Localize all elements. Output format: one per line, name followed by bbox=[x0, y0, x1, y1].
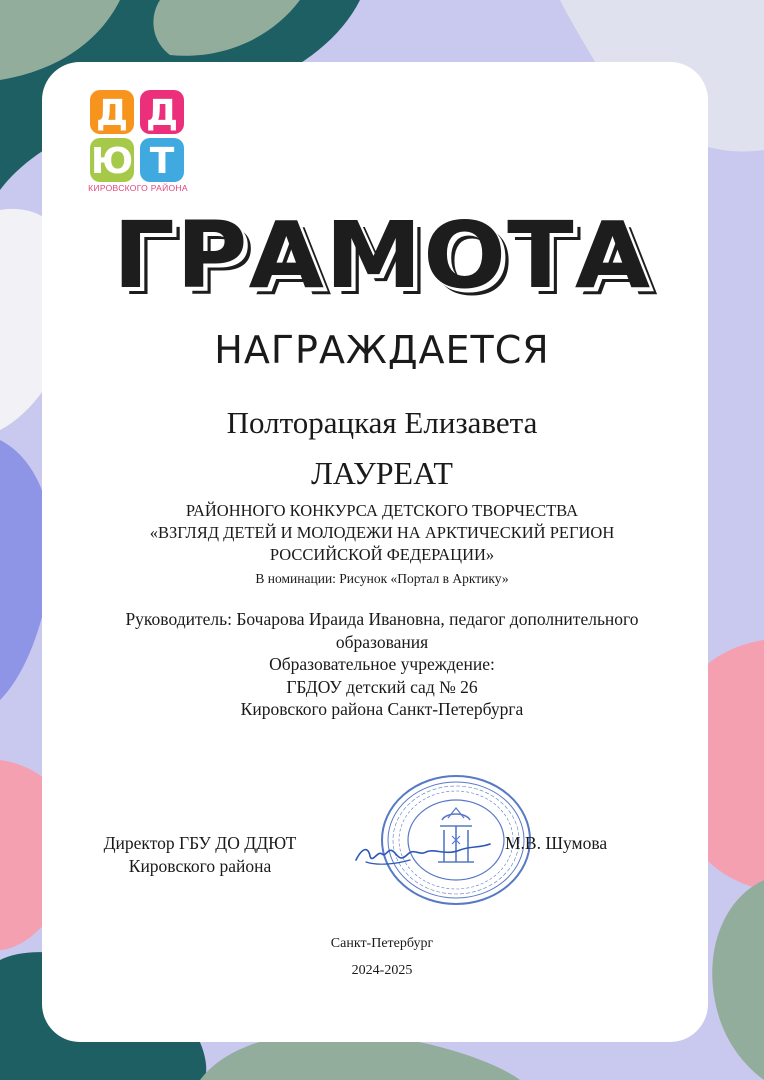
logo-letter-4: Т bbox=[149, 141, 175, 182]
contest-line-1: РАЙОННОГО КОНКУРСА ДЕТСКОГО ТВОРЧЕСТВА bbox=[185, 501, 579, 520]
certificate-title: ГРАМОТА bbox=[112, 202, 652, 309]
supervisor-block bbox=[70, 608, 694, 721]
contest-line-3: РОССИЙСКОЙ ФЕДЕРАЦИИ» bbox=[269, 545, 495, 564]
supervisor-line-2: образования bbox=[335, 631, 429, 652]
signatory-name: М.В. Шумова bbox=[505, 833, 608, 853]
supervisor-line-1: Руководитель: Бочарова Ираида Ивановна, педагог дополнительного bbox=[125, 609, 639, 629]
nomination: В номинации: Рисунок «Портал в Арктику» bbox=[255, 571, 509, 586]
academic-years: 2024-2025 bbox=[351, 963, 413, 978]
recipient-name: Полторацкая Елизавета bbox=[226, 405, 538, 440]
institution-district: Кировского района Санкт-Петербурга bbox=[240, 699, 524, 719]
city: Санкт-Петербург bbox=[330, 936, 434, 951]
logo-letter-2: Д bbox=[145, 93, 179, 134]
ddyut-logo bbox=[88, 88, 188, 198]
logo-letter-1: Д bbox=[95, 93, 129, 134]
logo-caption: КИРОВСКОГО РАЙОНА bbox=[88, 183, 188, 193]
awarded-heading: НАГРАЖДАЕТСЯ bbox=[214, 328, 550, 372]
award-title: ЛАУРЕАТ bbox=[311, 455, 453, 491]
director-signature bbox=[348, 826, 498, 876]
logo-letter-3: Ю bbox=[90, 141, 134, 182]
director-title bbox=[80, 832, 320, 878]
contest-description bbox=[90, 500, 674, 566]
contest-line-2: «ВЗГЛЯД ДЕТЕЙ И МОЛОДЕЖИ НА АРКТИЧЕСКИЙ РЕГИОН bbox=[149, 523, 615, 542]
director-line-1: Директор ГБУ ДО ДДЮТ bbox=[103, 833, 297, 853]
institution-label: Образовательное учреждение: bbox=[269, 654, 495, 674]
director-line-2: Кировского района bbox=[128, 856, 272, 876]
institution-name: ГБДОУ детский сад № 26 bbox=[286, 676, 478, 697]
